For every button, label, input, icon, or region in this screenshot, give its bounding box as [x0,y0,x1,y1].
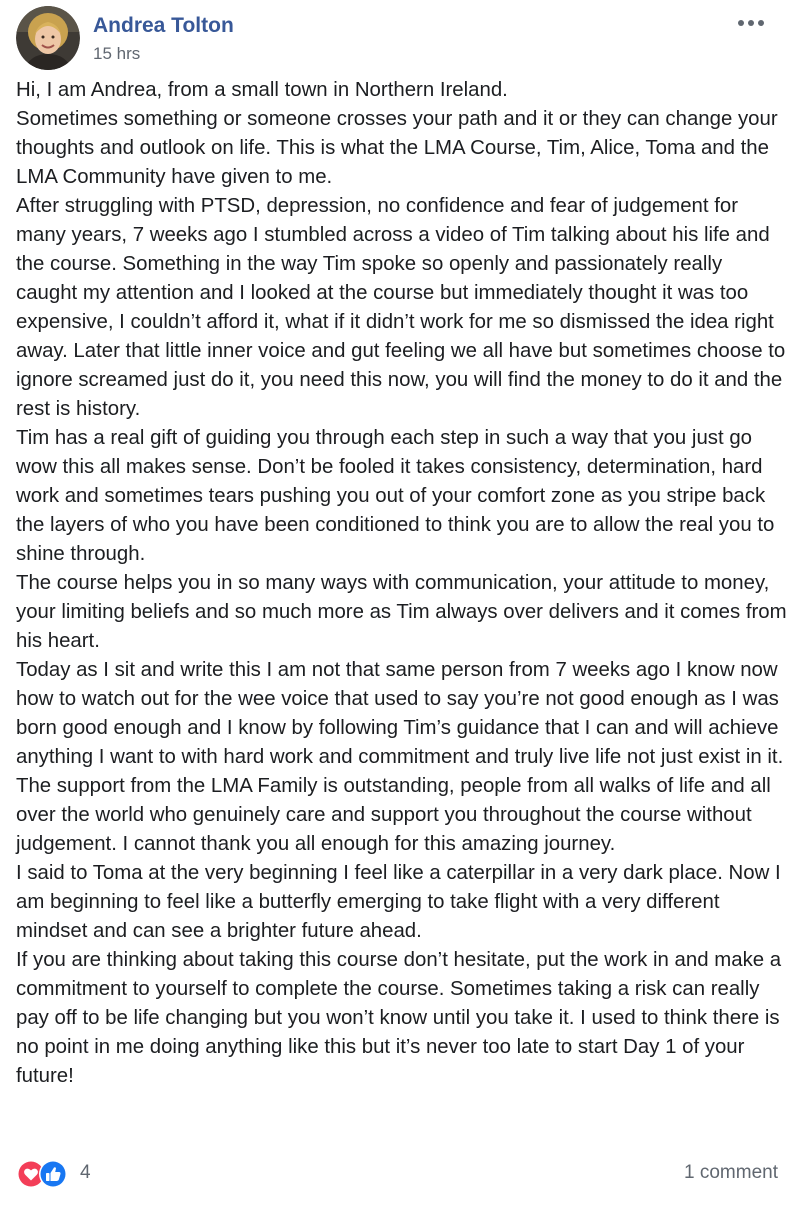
post-footer [16,1158,778,1190]
post-timestamp[interactable]: 15 hrs [93,44,141,63]
post-paragraph: The course helps you in so many ways with communication, your attitude to money, your limiting beliefs and so much more as Tim always over delivers and it comes from his heart. [16,572,787,652]
post-paragraph: Today as I sit and write this I am not that same person from 7 weeks ago I know now how to watch out for the wee voice that used to say you’re not good enough as I was born good enough and I know by following Tim’s guidance that I can and will achieve anything I want to with hard work and commitment and truly live life not just exist in it. The support from the LMA Family is outstanding, people from all walks of life and all over the world who genuinely care and support you throughout the course without judgement. I cannot thank you all enough for this amazing journey. [16,659,784,855]
like-reaction-icon [39,1160,67,1188]
post-header [16,6,776,70]
post-paragraph: Sometimes something or someone crosses your path and it or they can change your thoughts and outlook on life. This is what the LMA Course, Tim, Alice, Toma and the LMA Community have given to me. [16,108,778,188]
comment-count-link[interactable]: 1 comment [684,1162,778,1183]
post-paragraph: I said to Toma at the very beginning I feel like a caterpillar in a very dark place. Now I am beginning to feel like a butterfly emerging to take flight with a very different mindset and can see a brighter future ahead. [16,862,781,942]
post-paragraph: After struggling with PTSD, depression, no confidence and fear of judgement for many years, 7 weeks ago I stumbled across a video of Tim talking about his life and the course. Something in the way Tim spoke so openly and passionately really caught my attention and I looked at the course but immediately thought it was too expensive, I couldn’t afford it, what if it didn’t work for me so dismissed the idea right away. Later that little inner voice and gut feeling we all have but sometimes choose to ignore screamed just do it, you need this now, you will find the money to do it and the rest is history. [16,195,786,420]
post-paragraph: Tim has a real gift of guiding you through each step in such a way that you just go wow this all makes sense. Don’t be fooled it takes consistency, determination, hard work and sometimes tears pushing you out of your comfort zone as you stripe back the layers of who you have been conditioned to think you are to allow the real you to shine through. [16,427,775,565]
avatar[interactable] [16,6,80,70]
reaction-count[interactable]: 4 [80,1162,91,1183]
post-body [16,76,788,1091]
post-paragraph: If you are thinking about taking this course don’t hesitate, put the work in and make a commitment to yourself to complete the course. Sometimes taking a risk can really pay off to be life changing but you won’t know until you take it. I used to think there is no point in me doing anything like this but it’s never too late to start Day 1 of your future! [16,949,782,1087]
post-paragraph: Hi, I am Andrea, from a small town in Northern Ireland. [16,79,508,101]
more-options-icon[interactable] [736,13,766,33]
author-name[interactable]: Andrea Tolton [93,14,234,37]
